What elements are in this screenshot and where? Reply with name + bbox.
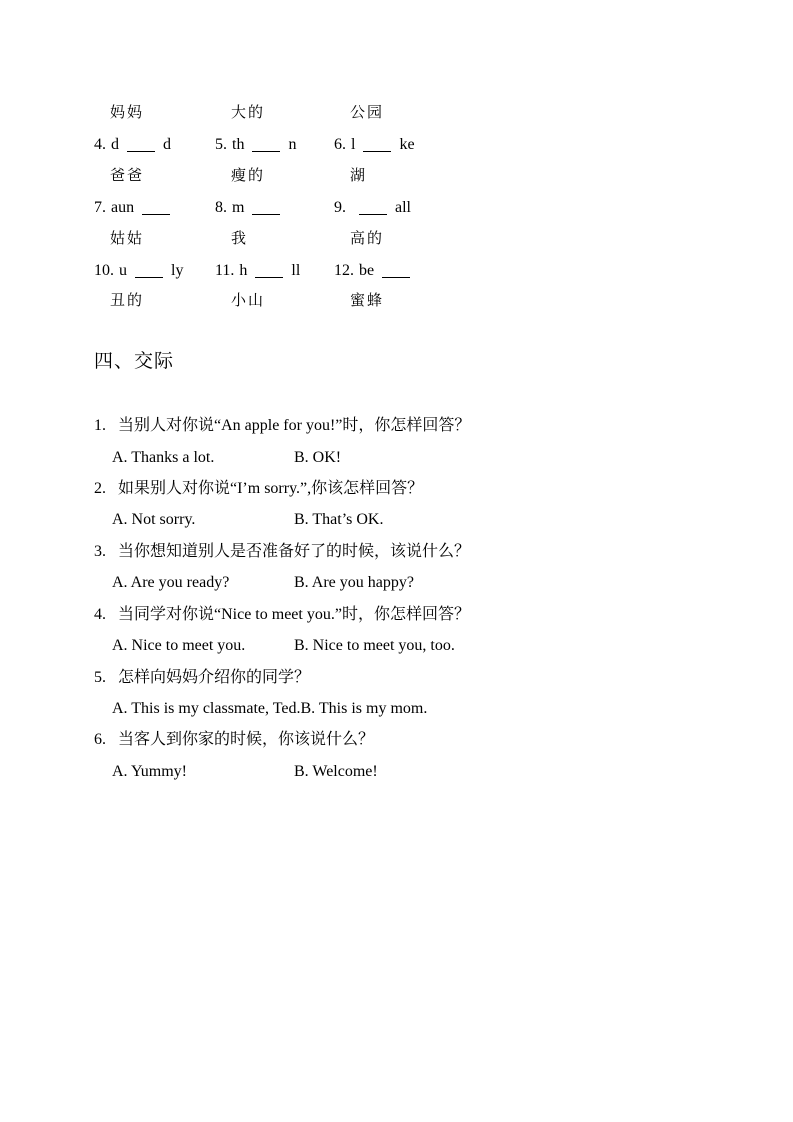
vocab-item-4	[94, 129, 215, 160]
question-2-options	[94, 504, 674, 535]
item-after: n	[288, 136, 297, 154]
vocab-hint: 湖	[350, 167, 368, 184]
vocab-hint: 我	[231, 230, 249, 247]
item-after: ll	[291, 262, 301, 280]
option-b: B. Nice to meet you, too.	[294, 637, 455, 655]
item-before: m	[232, 199, 245, 217]
question-2	[94, 473, 674, 504]
vocab-hint: 瘦的	[231, 167, 266, 184]
vocab-item-6	[334, 129, 674, 160]
option-b: B. Welcome!	[294, 762, 378, 780]
vocab-hint: 蜜蜂	[350, 293, 385, 310]
question-5-options	[94, 693, 674, 724]
vocab-hint: 高的	[350, 230, 385, 247]
question-4	[94, 599, 674, 630]
fill-blank	[135, 265, 163, 278]
option-a: A. Yummy!	[112, 762, 187, 780]
item-number: 9.	[334, 199, 346, 217]
question-number: 6.	[94, 731, 106, 749]
fill-blank	[252, 139, 280, 152]
fill-blank	[255, 265, 283, 278]
item-before: d	[111, 136, 119, 154]
item-after: all	[395, 199, 411, 217]
vocab-item-8	[215, 192, 334, 223]
question-6	[94, 724, 674, 755]
section-heading: 四、交际	[94, 350, 175, 372]
question-number: 2.	[94, 480, 106, 498]
vocab-hint: 小山	[231, 293, 266, 310]
option-b: B. This is my mom.	[300, 699, 428, 717]
vocab-item-11	[215, 255, 334, 286]
item-number: 6.	[334, 136, 346, 154]
fill-blank	[382, 265, 410, 278]
vocab-hint: 大的	[231, 105, 266, 121]
vocab-section	[94, 98, 674, 318]
item-number: 10.	[94, 262, 114, 280]
item-before: u	[119, 262, 127, 280]
question-number: 4.	[94, 605, 106, 623]
vocab-hint: 公园	[350, 105, 385, 121]
question-number: 1.	[94, 417, 106, 435]
item-number: 11.	[215, 262, 235, 280]
option-a: A. Not sorry.	[112, 511, 196, 529]
vocab-hint: 爸爸	[110, 167, 145, 184]
question-5	[94, 662, 674, 693]
fill-blank	[252, 202, 280, 215]
question-3-options	[94, 567, 674, 598]
vocab-item-5	[215, 129, 334, 160]
vocab-item-12	[334, 255, 674, 286]
fill-blank	[363, 139, 391, 152]
option-b: B. OK!	[294, 448, 342, 466]
item-before: be	[359, 262, 375, 280]
question-6-options	[94, 756, 674, 787]
question-text: 当客人到你家的时候，你该说什么？	[118, 731, 375, 749]
vocab-hint: 妈妈	[110, 105, 145, 121]
fill-blank	[127, 139, 155, 152]
item-number: 12.	[334, 262, 354, 280]
question-text: 当别人对你说“An apple for you!”时，你怎样回答？	[118, 417, 471, 435]
question-4-options	[94, 630, 674, 661]
vocab-hint: 丑的	[110, 293, 145, 310]
question-3	[94, 536, 674, 567]
communication-section	[94, 410, 674, 787]
page-content	[94, 98, 674, 787]
item-number: 7.	[94, 199, 106, 217]
option-b: B. That’s OK.	[294, 511, 384, 529]
vocab-item-7	[94, 192, 215, 223]
fill-blank	[142, 202, 170, 215]
option-a: A. Nice to meet you.	[112, 637, 246, 655]
item-before: l	[351, 136, 356, 154]
vocab-item-10	[94, 255, 215, 286]
option-a: A. Thanks a lot.	[112, 448, 215, 466]
item-number: 4.	[94, 136, 106, 154]
question-text: 怎样向妈妈介绍你的同学？	[118, 668, 311, 686]
question-1	[94, 410, 674, 441]
item-before: aun	[111, 199, 135, 217]
item-after: ke	[399, 136, 415, 154]
item-number: 5.	[215, 136, 227, 154]
question-number: 5.	[94, 668, 106, 686]
item-before: th	[232, 136, 245, 154]
option-a: A. This is my classmate, Ted.	[112, 699, 301, 717]
option-a: A. Are you ready?	[112, 574, 230, 592]
question-text: 当你想知道别人是否准备好了的时候，该说什么？	[118, 542, 471, 560]
question-text: 当同学对你说“Nice to meet you.”时，你怎样回答？	[118, 605, 470, 623]
vocab-hint: 姑姑	[110, 230, 145, 247]
item-before: h	[239, 262, 248, 280]
question-1-options	[94, 442, 674, 473]
item-after: ly	[171, 262, 184, 280]
item-after: d	[163, 136, 171, 154]
fill-blank	[359, 202, 387, 215]
question-text: 如果别人对你说“I’m sorry.”,你该怎样回答？	[118, 480, 424, 498]
option-b: B. Are you happy?	[294, 574, 414, 592]
item-number: 8.	[215, 199, 227, 217]
vocab-item-9	[334, 192, 674, 223]
question-number: 3.	[94, 542, 106, 560]
